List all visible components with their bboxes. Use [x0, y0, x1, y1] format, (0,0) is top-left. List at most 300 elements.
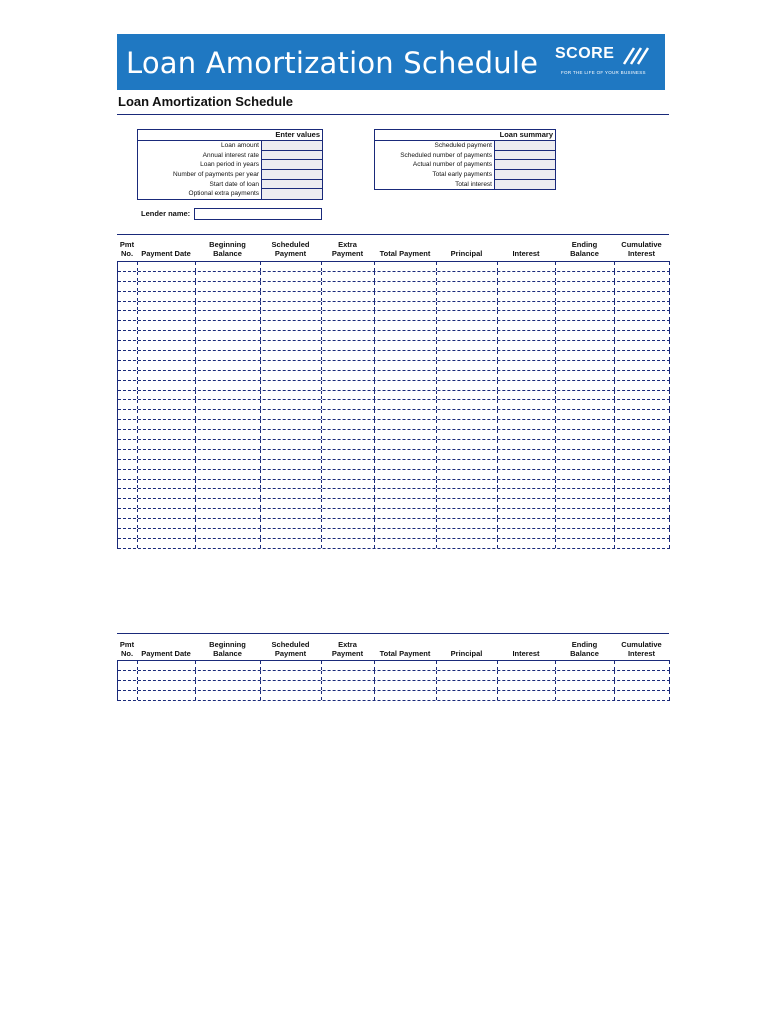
table-cell — [322, 539, 375, 548]
table-cell — [322, 460, 375, 469]
loan-summary-value-field[interactable] — [494, 180, 555, 190]
column-header: Pmt No. — [119, 640, 135, 658]
table-cell — [498, 430, 556, 439]
logo-tagline: FOR THE LIFE OF YOUR BUSINESS — [561, 70, 646, 75]
enter-values-value-field[interactable] — [261, 151, 322, 161]
loan-summary-value-field[interactable] — [494, 170, 555, 180]
table-cell — [261, 282, 322, 291]
table-cell — [437, 292, 498, 301]
table-row — [118, 311, 670, 321]
table-cell — [615, 262, 670, 271]
table-cell — [261, 400, 322, 409]
table-row — [118, 460, 670, 470]
table-cell — [556, 509, 615, 518]
table-cell — [498, 351, 556, 360]
table-cell — [196, 499, 261, 508]
table-cell — [615, 691, 670, 700]
table-cell — [261, 681, 322, 690]
table-cell — [118, 519, 138, 528]
table-cell — [498, 499, 556, 508]
column-header: Scheduled Payment — [271, 240, 310, 258]
table-cell — [196, 519, 261, 528]
table-cell — [615, 529, 670, 538]
table-cell — [498, 381, 556, 390]
table-cell — [261, 460, 322, 469]
table-cell — [498, 480, 556, 489]
table-row — [118, 470, 670, 480]
table-cell — [556, 371, 615, 380]
table-cell — [375, 341, 437, 350]
table-cell — [118, 420, 138, 429]
table-cell — [437, 400, 498, 409]
table-cell — [498, 539, 556, 548]
table-cell — [322, 371, 375, 380]
table-cell — [196, 311, 261, 320]
table-cell — [118, 292, 138, 301]
table-cell — [556, 292, 615, 301]
table-cell — [196, 430, 261, 439]
table-cell — [615, 410, 670, 419]
table-cell — [118, 381, 138, 390]
table-cell — [118, 440, 138, 449]
table-row — [118, 529, 670, 539]
table-cell — [138, 311, 196, 320]
table-cell — [322, 661, 375, 670]
table-cell — [138, 302, 196, 311]
table-cell — [196, 671, 261, 680]
table-cell — [375, 381, 437, 390]
table-cell — [261, 321, 322, 330]
table-row — [118, 292, 670, 302]
table-cell — [556, 681, 615, 690]
table-cell — [615, 509, 670, 518]
table-cell — [615, 440, 670, 449]
table-cell — [322, 302, 375, 311]
loan-summary-row — [375, 180, 555, 190]
table-cell — [138, 430, 196, 439]
table-row — [118, 351, 670, 361]
table-cell — [498, 691, 556, 700]
table-cell — [261, 661, 322, 670]
enter-values-label: Loan amount — [221, 142, 259, 149]
table-cell — [138, 691, 196, 700]
banner-title: Loan Amortization Schedule — [126, 46, 539, 80]
table-cell — [196, 460, 261, 469]
table-cell — [498, 391, 556, 400]
table-cell — [556, 480, 615, 489]
table-cell — [118, 361, 138, 370]
second-table-header — [117, 640, 669, 660]
table-cell — [138, 509, 196, 518]
table-row — [118, 331, 670, 341]
table-cell — [437, 282, 498, 291]
table-cell — [437, 440, 498, 449]
table-cell — [615, 272, 670, 281]
table-cell — [322, 450, 375, 459]
table-cell — [375, 302, 437, 311]
table-row — [118, 400, 670, 410]
table-cell — [615, 681, 670, 690]
table-cell — [437, 499, 498, 508]
table-cell — [615, 331, 670, 340]
table-cell — [615, 311, 670, 320]
second-table — [117, 660, 670, 701]
table-cell — [437, 381, 498, 390]
table-cell — [118, 671, 138, 680]
table-row — [118, 381, 670, 391]
loan-summary-value-field[interactable] — [494, 141, 555, 151]
table-cell — [118, 410, 138, 419]
enter-values-value-field[interactable] — [261, 189, 322, 199]
table-cell — [138, 519, 196, 528]
table-cell — [322, 282, 375, 291]
table-cell — [196, 361, 261, 370]
table-row — [118, 371, 670, 381]
table-cell — [556, 302, 615, 311]
table-cell — [556, 489, 615, 498]
table-cell — [196, 381, 261, 390]
table-cell — [118, 391, 138, 400]
table-row — [118, 539, 670, 549]
table-cell — [556, 671, 615, 680]
table-cell — [196, 681, 261, 690]
table-cell — [375, 262, 437, 271]
table-cell — [196, 529, 261, 538]
table-row — [118, 430, 670, 440]
score-logo — [555, 45, 655, 79]
table-cell — [322, 341, 375, 350]
table-cell — [118, 509, 138, 518]
table-cell — [498, 671, 556, 680]
enter-values-heading: Enter values — [138, 130, 322, 141]
table-cell — [615, 489, 670, 498]
table-cell — [196, 470, 261, 479]
table-cell — [437, 691, 498, 700]
table-cell — [498, 341, 556, 350]
table-cell — [118, 691, 138, 700]
table-cell — [138, 331, 196, 340]
header-banner — [117, 34, 665, 90]
table-cell — [437, 450, 498, 459]
table-cell — [196, 420, 261, 429]
table-cell — [556, 460, 615, 469]
table-cell — [437, 321, 498, 330]
table-cell — [261, 381, 322, 390]
enter-values-label: Optional extra payments — [188, 190, 259, 198]
table-cell — [556, 691, 615, 700]
table-cell — [375, 509, 437, 518]
table-row — [118, 450, 670, 460]
table-cell — [615, 430, 670, 439]
table-cell — [138, 341, 196, 350]
table-cell — [437, 480, 498, 489]
table-cell — [261, 430, 322, 439]
table-cell — [196, 321, 261, 330]
table-cell — [556, 400, 615, 409]
table-cell — [196, 331, 261, 340]
table-cell — [138, 460, 196, 469]
enter-values-row — [138, 151, 322, 161]
table-cell — [196, 440, 261, 449]
table-cell — [138, 381, 196, 390]
table-cell — [375, 661, 437, 670]
table-cell — [437, 681, 498, 690]
table-cell — [498, 410, 556, 419]
table-cell — [375, 440, 437, 449]
table-cell — [498, 509, 556, 518]
table-cell — [322, 519, 375, 528]
column-header: Beginning Balance — [209, 640, 246, 658]
table-cell — [437, 302, 498, 311]
table-row — [118, 391, 670, 401]
table-cell — [375, 489, 437, 498]
table-cell — [118, 480, 138, 489]
table-cell — [375, 371, 437, 380]
enter-values-label: Annual interest rate — [202, 151, 259, 159]
table-cell — [615, 292, 670, 301]
table-cell — [375, 400, 437, 409]
table-cell — [261, 489, 322, 498]
column-header: Payment Date — [141, 249, 191, 258]
enter-values-value-field[interactable] — [261, 170, 322, 180]
column-header: Pmt No. — [119, 240, 135, 258]
column-header: Ending Balance — [570, 240, 599, 258]
table-cell — [261, 480, 322, 489]
enter-values-box — [137, 129, 323, 200]
table-cell — [138, 361, 196, 370]
table-cell — [261, 371, 322, 380]
table-cell — [615, 400, 670, 409]
table-cell — [556, 420, 615, 429]
column-header: Cumulative Interest — [621, 640, 662, 658]
table-cell — [261, 302, 322, 311]
table-cell — [556, 519, 615, 528]
table-cell — [437, 272, 498, 281]
table-cell — [261, 539, 322, 548]
table-cell — [138, 499, 196, 508]
column-header: Total Payment — [379, 649, 431, 658]
table-cell — [498, 450, 556, 459]
table-cell — [437, 361, 498, 370]
table-cell — [322, 509, 375, 518]
table-cell — [261, 361, 322, 370]
table-cell — [498, 371, 556, 380]
table-cell — [322, 400, 375, 409]
column-header: Payment Date — [141, 649, 191, 658]
loan-summary-box — [374, 129, 556, 190]
loan-summary-label: Scheduled number of payments — [400, 151, 492, 159]
table-cell — [322, 499, 375, 508]
table-cell — [138, 450, 196, 459]
table-cell — [556, 282, 615, 291]
table-top-rule — [117, 234, 669, 235]
table-cell — [556, 331, 615, 340]
table-cell — [196, 341, 261, 350]
table-cell — [196, 410, 261, 419]
table-cell — [261, 262, 322, 271]
table-row — [118, 440, 670, 450]
table-row — [118, 691, 670, 701]
table-cell — [118, 272, 138, 281]
table-cell — [437, 539, 498, 548]
table-cell — [437, 529, 498, 538]
table-cell — [138, 282, 196, 291]
table-cell — [118, 331, 138, 340]
table-cell — [498, 460, 556, 469]
table-cell — [138, 410, 196, 419]
score-logo-icon — [622, 46, 652, 66]
table-cell — [556, 430, 615, 439]
table-cell — [615, 499, 670, 508]
table-cell — [437, 351, 498, 360]
table-cell — [322, 430, 375, 439]
table-cell — [138, 681, 196, 690]
table-cell — [196, 691, 261, 700]
table-row — [118, 410, 670, 420]
table-cell — [375, 351, 437, 360]
table-cell — [138, 470, 196, 479]
table-cell — [196, 351, 261, 360]
table-cell — [437, 460, 498, 469]
table-cell — [138, 661, 196, 670]
table-cell — [261, 311, 322, 320]
table-row — [118, 341, 670, 351]
table-cell — [261, 351, 322, 360]
loan-summary-value-field[interactable] — [494, 160, 555, 170]
table-cell — [556, 539, 615, 548]
table-row — [118, 302, 670, 312]
table-cell — [196, 539, 261, 548]
table-cell — [322, 292, 375, 301]
table-cell — [615, 302, 670, 311]
table-cell — [615, 420, 670, 429]
table-cell — [138, 321, 196, 330]
table-cell — [615, 480, 670, 489]
table-cell — [615, 460, 670, 469]
loan-summary-value-field[interactable] — [494, 151, 555, 161]
table-cell — [498, 361, 556, 370]
table-cell — [196, 489, 261, 498]
table-row — [118, 420, 670, 430]
table-cell — [261, 331, 322, 340]
column-header: Principal — [450, 649, 483, 658]
table-cell — [498, 311, 556, 320]
lender-name-input[interactable] — [194, 208, 322, 220]
table-cell — [138, 529, 196, 538]
table-cell — [615, 539, 670, 548]
table-cell — [375, 691, 437, 700]
table-cell — [118, 400, 138, 409]
table-cell — [615, 391, 670, 400]
table-row — [118, 509, 670, 519]
table-cell — [498, 321, 556, 330]
table-cell — [498, 331, 556, 340]
table-row — [118, 272, 670, 282]
table-cell — [615, 371, 670, 380]
enter-values-value-field[interactable] — [261, 141, 322, 151]
table-cell — [196, 282, 261, 291]
schedule-table — [117, 261, 670, 549]
table-cell — [375, 282, 437, 291]
enter-values-value-field[interactable] — [261, 160, 322, 170]
table-cell — [437, 519, 498, 528]
table-row — [118, 671, 670, 681]
table-cell — [322, 410, 375, 419]
table-cell — [498, 489, 556, 498]
page-title: Loan Amortization Schedule — [118, 94, 294, 109]
table-cell — [437, 420, 498, 429]
table-cell — [498, 529, 556, 538]
table-cell — [261, 470, 322, 479]
table-cell — [498, 681, 556, 690]
table-cell — [375, 529, 437, 538]
table-cell — [375, 671, 437, 680]
table-cell — [615, 470, 670, 479]
column-header: Principal — [450, 249, 483, 258]
table-cell — [322, 262, 375, 271]
column-header: Interest — [512, 249, 540, 258]
table-cell — [118, 661, 138, 670]
table-cell — [437, 341, 498, 350]
table-cell — [118, 341, 138, 350]
table-cell — [118, 489, 138, 498]
table-cell — [322, 489, 375, 498]
table-cell — [118, 539, 138, 548]
table-cell — [556, 440, 615, 449]
table-cell — [322, 691, 375, 700]
table-cell — [615, 519, 670, 528]
table-row — [118, 499, 670, 509]
table-cell — [498, 519, 556, 528]
table-cell — [138, 371, 196, 380]
table-cell — [118, 470, 138, 479]
table-cell — [556, 262, 615, 271]
table-cell — [322, 351, 375, 360]
table-cell — [261, 509, 322, 518]
table-cell — [437, 509, 498, 518]
table-cell — [118, 460, 138, 469]
table-cell — [138, 539, 196, 548]
table-cell — [375, 272, 437, 281]
table-cell — [261, 529, 322, 538]
table-cell — [196, 302, 261, 311]
enter-values-value-field[interactable] — [261, 180, 322, 190]
table-cell — [437, 430, 498, 439]
table-cell — [615, 381, 670, 390]
column-header: Cumulative Interest — [621, 240, 662, 258]
table-cell — [437, 331, 498, 340]
table-cell — [615, 361, 670, 370]
table-cell — [437, 391, 498, 400]
table-cell — [138, 391, 196, 400]
table-cell — [437, 311, 498, 320]
table-cell — [196, 661, 261, 670]
table-cell — [498, 272, 556, 281]
table-cell — [261, 519, 322, 528]
loan-summary-label: Actual number of payments — [412, 161, 492, 169]
table-cell — [437, 410, 498, 419]
table-cell — [196, 509, 261, 518]
table-cell — [138, 480, 196, 489]
table-cell — [498, 302, 556, 311]
table-cell — [322, 331, 375, 340]
table-cell — [322, 681, 375, 690]
table-cell — [261, 272, 322, 281]
table-cell — [138, 400, 196, 409]
loan-summary-row — [375, 141, 555, 151]
table-cell — [498, 400, 556, 409]
table-cell — [196, 400, 261, 409]
